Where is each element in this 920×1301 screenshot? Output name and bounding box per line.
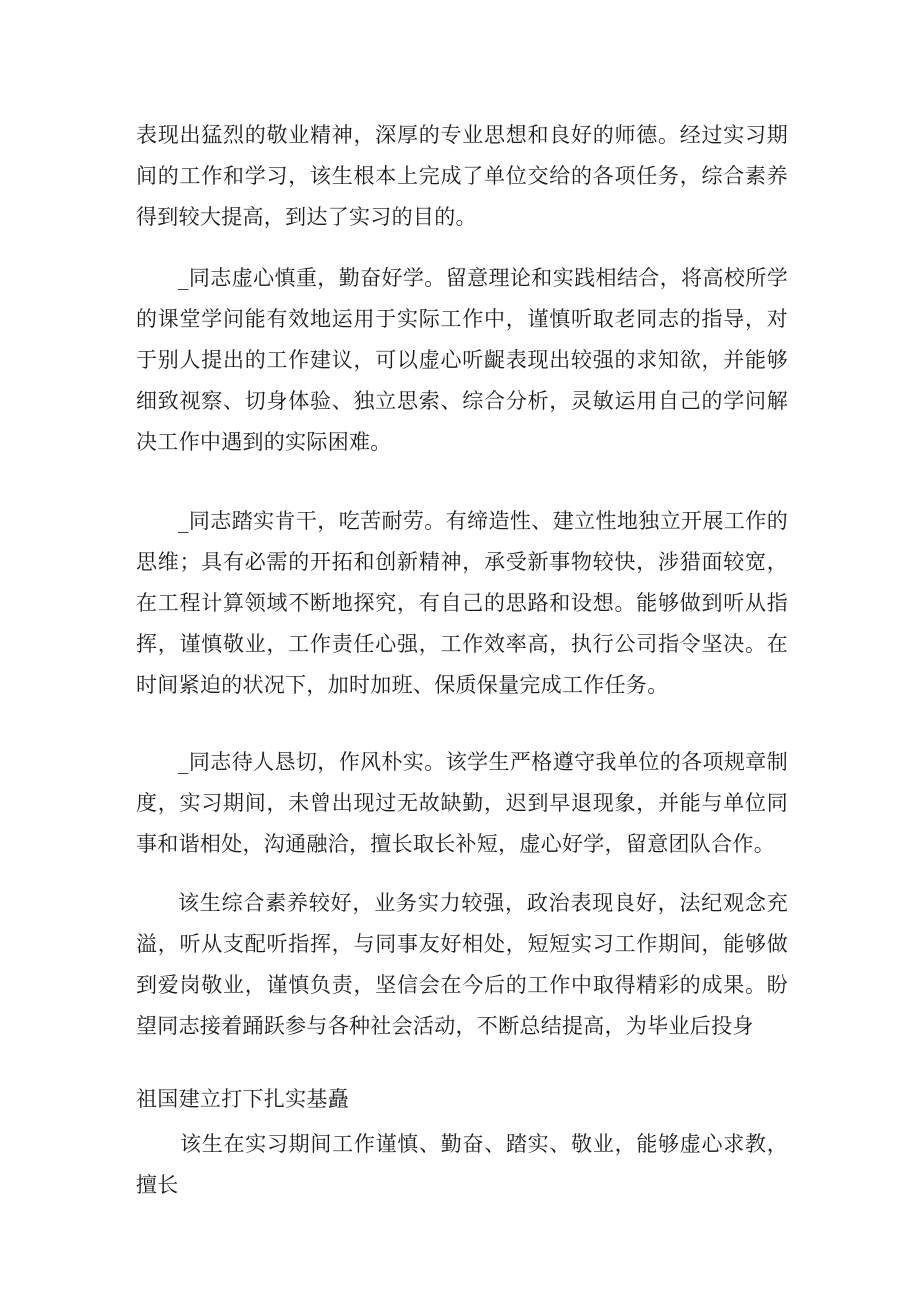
paragraph-1: 表现出猛烈的敬业精神，深厚的专业思想和良好的师德。经过实习期间的工作和学习，该生根本上完成了单位交给的各项任务，综合素养得到较大提高，到达了实习的目的。	[136, 123, 788, 229]
paragraph-3: _同志踏实肯干，吃苦耐劳。有缔造性、建立性地独立开展工作的思维；具有必需的开拓和创新精神，承受新事物较快，涉猎面较宽，在工程计算领域不断地探究，有自己的思路和设想。能够做到听从指挥，谨慎敬业，工作责任心强，工作效率高，执行公司指令坚决。在时间紧迫的状况下，加时加班、保质保量完成工作任务。	[136, 509, 788, 697]
paragraph-7: 该生在实习期间工作谨慎、勤奋、踏实、敬业，能够虚心求教，擅长	[136, 1132, 788, 1197]
paragraph-6: 祖国建立打下扎实基矗	[136, 1087, 349, 1111]
paragraph-2: _同志虚心慎重，勤奋好学。留意理论和实践相结合，将高校所学的课堂学问能有效地运用于实际工作中，谨慎听取老同志的指导，对于别人提出的工作建议，可以虚心听齪表现出较强的求知欲，并能够细致视察、切身体验、独立思索、综合分析，灵敏运用自己的学问解决工作中遇到的实际困难。	[136, 266, 788, 454]
paragraph-5: 该生综合素养较好，业务实力较强，政治表现良好，法纪观念充溢，听从支配听指挥，与同事友好相处，短短实习工作期间，能够做到爱岗敬业，谨慎负责，坚信会在今后的工作中取得精彩的成果。盼望同志接着踊跃参与各种社会活动，不断总结提高，为毕业后投身	[136, 891, 788, 1038]
paragraph-4: _同志待人恳切，作风朴实。该学生严格遵守我单位的各项规章制度，实习期间，未曾出现过无故缺勤，迟到早退现象，并能与单位同事和谐相处，沟通融洽，擅长取长补短，虚心好学，留意团队合作。	[136, 750, 788, 856]
